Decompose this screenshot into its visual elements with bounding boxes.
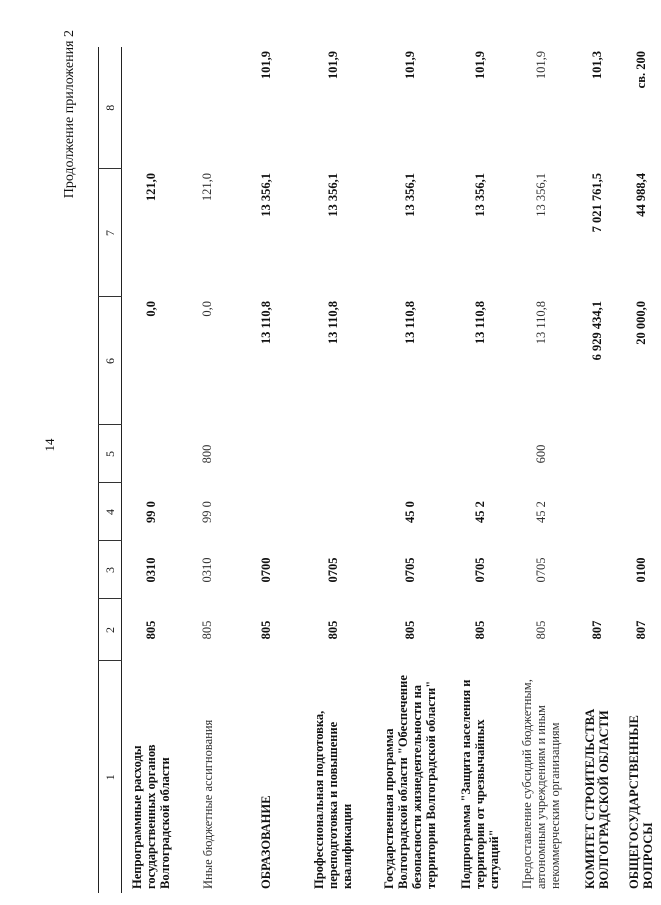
cell-program [621, 483, 661, 541]
header-row [99, 47, 122, 893]
cell-plan: 13 110,8 [533, 301, 548, 345]
table-row [297, 47, 369, 893]
cell-plan: 13 110,8 [472, 301, 487, 345]
cell-actual: 7 021 761,5 [589, 173, 604, 233]
cell-section: 0310 [200, 557, 214, 583]
cell-program [573, 483, 621, 541]
row-name: Подпрограмма "Защита населения и территории от чрезвычайных ситуаций" [459, 679, 501, 889]
cell-ministry: 805 [402, 620, 417, 640]
cell-percent: 101,9 [258, 51, 273, 80]
cell-percent [122, 47, 181, 169]
cell-program: 45 2 [533, 501, 548, 523]
cell-expense-type [451, 425, 509, 483]
cell-section: 0700 [258, 557, 273, 583]
header-cell: 4 [99, 483, 122, 541]
table-row [573, 47, 621, 893]
cell-actual: 44 988,4 [633, 173, 648, 217]
cell-actual: 13 356,1 [402, 173, 417, 217]
cell-ministry: 805 [472, 620, 487, 640]
cell-plan: 20 000,0 [633, 301, 648, 345]
cell-percent: св. 200 [633, 51, 648, 89]
cell-ministry: 805 [533, 620, 548, 640]
cell-expense-type: 800 [200, 444, 214, 464]
cell-actual: 13 356,1 [533, 173, 548, 217]
cell-ministry: 807 [589, 620, 604, 640]
cell-section: 0310 [143, 557, 158, 583]
cell-plan: 0,0 [143, 301, 158, 317]
table-row [509, 47, 573, 893]
cell-percent: 101,9 [325, 51, 340, 80]
cell-ministry: 805 [143, 620, 158, 640]
cell-plan: 13 110,8 [402, 301, 417, 345]
cell-percent: 101,9 [402, 51, 417, 80]
cell-program: 99 0 [200, 501, 214, 523]
row-name: ОБРАЗОВАНИЕ [259, 795, 273, 889]
cell-section: 0705 [533, 557, 548, 583]
cell-expense-type [235, 425, 297, 483]
row-name: Государственная программа Волгоградской области "Обеспечение безопасности жизнедеятельности на территории Волгоградской области" [382, 675, 438, 889]
cell-section: 0705 [325, 557, 340, 583]
cell-plan: 13 110,8 [258, 301, 273, 345]
header-cell: 6 [99, 297, 122, 425]
cell-plan: 13 110,8 [325, 301, 340, 345]
cell-program [297, 483, 369, 541]
page-number: 14 [42, 438, 57, 452]
cell-expense-type [369, 425, 451, 483]
cell-expense-type [297, 425, 369, 483]
cell-program: 99 0 [143, 501, 158, 523]
cell-section: 0705 [402, 557, 417, 583]
table-row [180, 47, 235, 893]
cell-percent: 101,9 [472, 51, 487, 80]
row-name: Предоставление субсидий бюджетным, автономным учреждениям и иным некоммерческим организациям [520, 679, 562, 889]
cell-actual: 121,0 [143, 173, 158, 202]
row-name: Иные бюджетные ассигнования [200, 719, 215, 889]
cell-ministry: 807 [633, 620, 648, 640]
cell-percent: 101,3 [589, 51, 604, 80]
table-row [621, 47, 661, 893]
header-cell: 1 [102, 774, 117, 781]
cell-plan: 0,0 [200, 301, 214, 317]
continuation-label: Продолжение приложения 2 [62, 30, 77, 199]
cell-ministry: 805 [258, 620, 273, 640]
row-name: ОБЩЕГОСУДАРСТВЕННЫЕ ВОПРОСЫ [627, 715, 655, 889]
header-cell: 3 [99, 541, 122, 599]
table-row [369, 47, 451, 893]
cell-plan: 6 929 434,1 [589, 301, 604, 361]
header-cell: 7 [99, 169, 122, 297]
cell-actual: 13 356,1 [325, 173, 340, 217]
cell-actual: 13 356,1 [258, 173, 273, 217]
cell-actual: 13 356,1 [472, 173, 487, 217]
cell-program: 45 2 [472, 501, 487, 523]
cell-percent [180, 47, 235, 169]
cell-percent: 101,9 [533, 51, 548, 80]
cell-expense-type [122, 425, 181, 483]
budget-table [98, 47, 661, 893]
header-cell: 5 [99, 425, 122, 483]
cell-ministry: 805 [325, 620, 340, 640]
cell-expense-type [621, 425, 661, 483]
cell-program: 45 0 [402, 501, 417, 523]
cell-section: 0100 [633, 557, 648, 583]
cell-actual: 121,0 [200, 173, 214, 202]
table-row [122, 47, 181, 893]
header-cell: 8 [99, 47, 122, 169]
row-name: Профессиональная подготовка, переподготовка и повышение квалификации [312, 710, 354, 889]
cell-expense-type [573, 425, 621, 483]
cell-program [235, 483, 297, 541]
cell-section: 0705 [472, 557, 487, 583]
cell-section [573, 541, 621, 599]
cell-expense-type: 600 [533, 444, 548, 464]
table-row [235, 47, 297, 893]
table-row [451, 47, 509, 893]
row-name: Непрограммные расходы государственных органов Волгоградской области [130, 744, 172, 889]
header-cell: 2 [99, 599, 122, 661]
cell-ministry: 805 [200, 620, 214, 640]
row-name: КОМИТЕТ СТРОИТЕЛЬСТВА ВОЛГОГРАДСКОЙ ОБЛАСТИ [583, 708, 611, 889]
